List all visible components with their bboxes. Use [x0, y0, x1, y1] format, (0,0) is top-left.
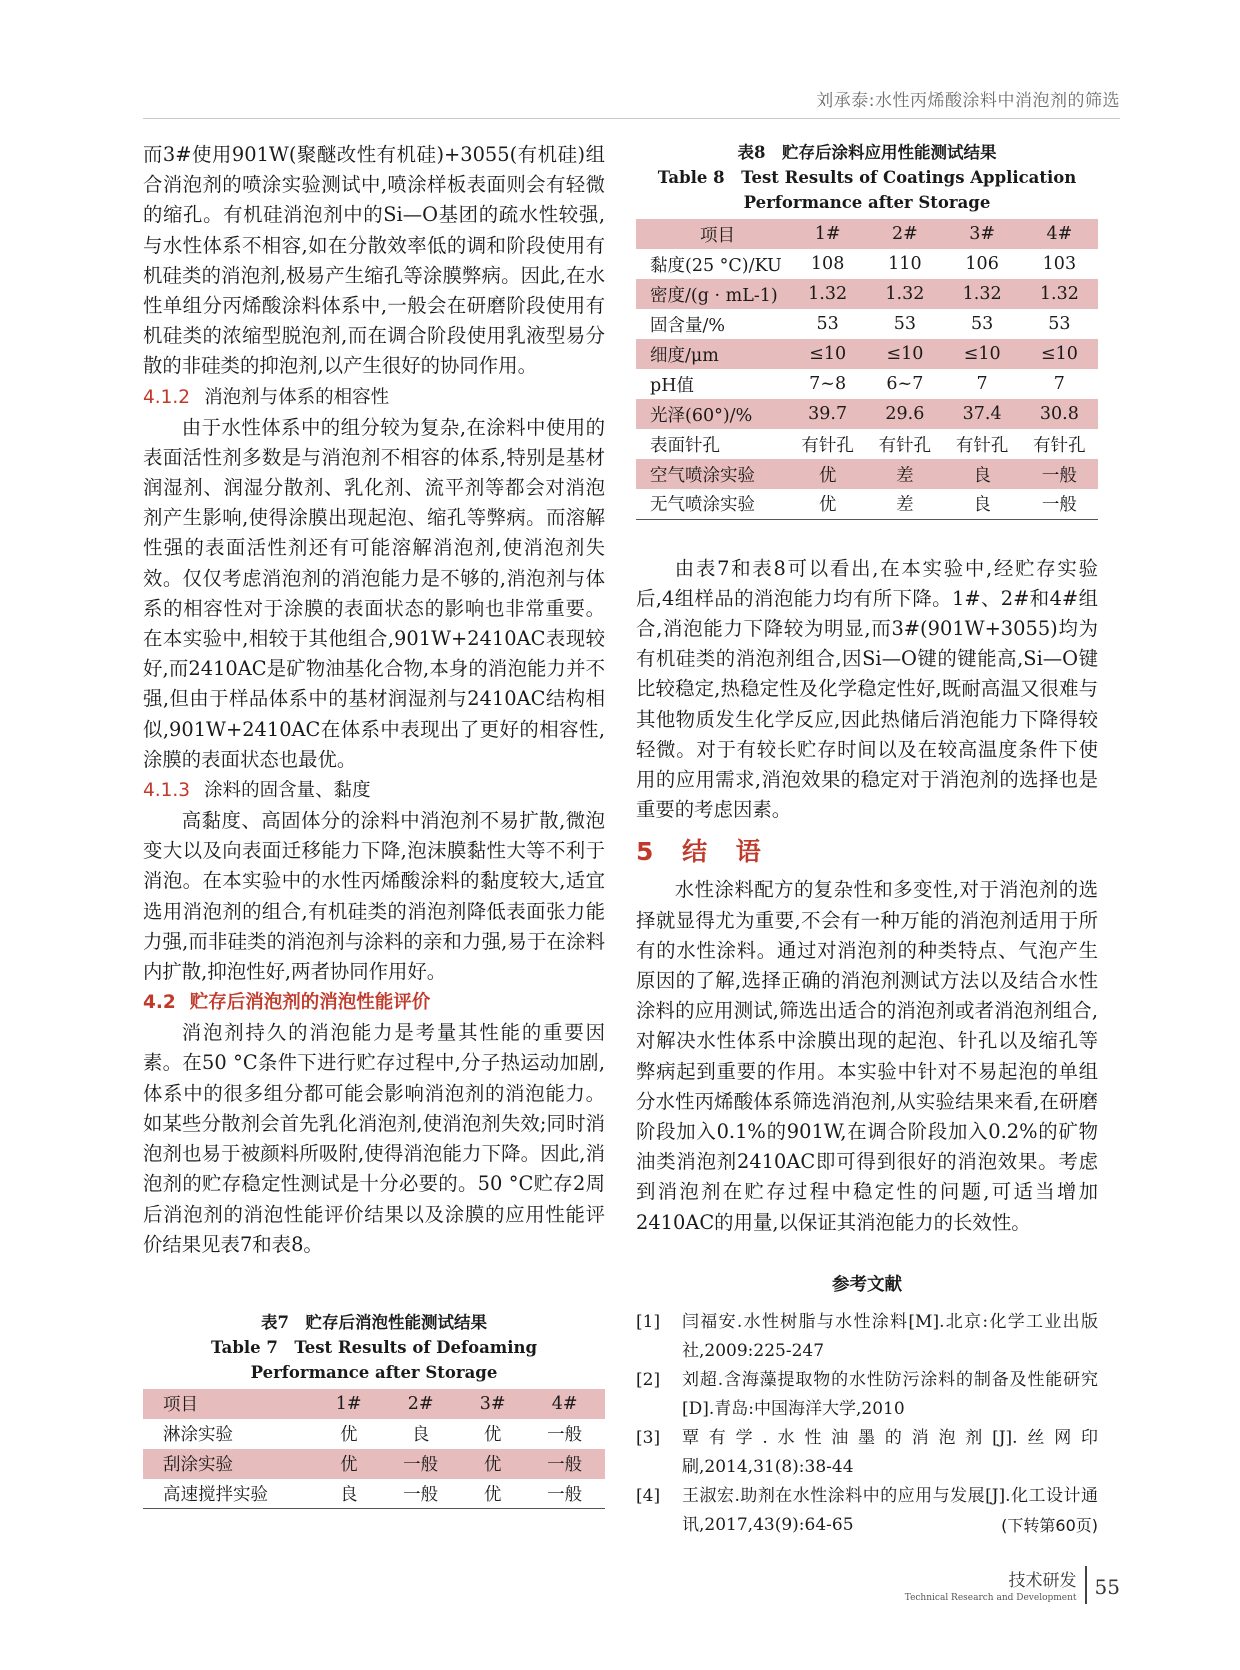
- column-header: 4#: [1046, 224, 1073, 244]
- running-title: 刘承泰:水性丙烯酸涂料中消泡剂的筛选: [816, 91, 1120, 111]
- table-row: 表面针孔 有针孔 有针孔 有针孔 有针孔: [650, 435, 1086, 456]
- table-header-row: [636, 219, 1098, 249]
- column-header: 3#: [479, 1393, 506, 1414]
- footer-divider: [1085, 1566, 1087, 1604]
- table7-caption-cn: 表7 贮存后消泡性能测试结果: [261, 1312, 487, 1332]
- paragraph: 由于水性体系中的组分较为复杂,在涂料中使用的表面活性剂多数是与消泡剂不相容的体系,特别是基材润湿剂、润湿分散剂、乳化剂、流平剂等都会对消泡剂产生影响,使得涂膜出现起泡、缩孔等弊病。而溶解性强的表面活性剂还有可能溶解消泡剂,使消泡剂失效。仅仅考虑消泡剂的消泡能力是不够的,消泡剂与体系的相容性对于涂膜的表面状态的影响也非常重要。在本实验中,相较于其他组合,901W+2410AC表现较好,而2410AC是矿物油基化合物,本身的消泡能力并不强,但由于样品体系中的基材润湿剂与2410AC结构相似,901W+2410AC在体系中表现出了更好的相容性,涂膜的表面状态也最优。: [143, 415, 605, 771]
- table-row: 固含量/% 53 53 53 53: [650, 314, 1071, 336]
- column-header: 项目: [163, 1395, 198, 1416]
- table-row: pH值 7~8 6~7 7 7: [650, 374, 1065, 396]
- right-column: [636, 140, 1098, 1540]
- column-header: 2#: [891, 224, 918, 244]
- header-rule: [143, 118, 1120, 119]
- section-heading-5: 5 结 语: [636, 837, 771, 867]
- references-title: 参考文献: [832, 1274, 902, 1295]
- column-header: 2#: [407, 1393, 434, 1414]
- table-row: 黏度(25 °C)/KU 108 110 106 103: [650, 254, 1077, 276]
- table-header-row: [143, 1389, 605, 1419]
- column-header: 3#: [969, 224, 996, 244]
- table-row: 密度/(g · mL-1) 1.32 1.32 1.32 1.32: [636, 279, 1098, 309]
- reference-item: [4] 王淑宏.助剂在水性涂料中的应用与发展[J].化工设计通讯,2017,43(9):64-65 (下转第60页): [636, 1482, 1098, 1540]
- column-header: 4#: [551, 1393, 578, 1414]
- table8-caption-cn: 表8 贮存后涂料应用性能测试结果: [737, 143, 997, 162]
- paragraph: 消泡剂持久的消泡能力是考量其性能的重要因素。在50 °C条件下进行贮存过程中,分子热运动加剧,体系中的很多组分都可能会影响消泡剂的消泡能力。如某些分散剂会首先乳化消泡剂,使消泡剂失效;同时消泡剂也易于被颜料所吸附,使得消泡能力下降。因此,消泡剂的贮存稳定性测试是十分必要的。50 °C贮存2周后消泡剂的消泡性能评价结果以及涂膜的应用性能评价结果见表7和表8。: [143, 1021, 605, 1256]
- continued-note: (下转第60页): [1001, 1515, 1098, 1535]
- table8-caption-en: Table 8 Test Results of Coatings Application Performance after Storage: [657, 168, 1077, 212]
- column-header: 项目: [700, 225, 735, 246]
- column-header: 1#: [814, 224, 841, 244]
- table7: [143, 1389, 605, 1510]
- page-number: 55: [1094, 1575, 1120, 1599]
- paragraph: 水性涂料配方的复杂性和多变性,对于消泡剂的选择就显得尤为重要,不会有一种万能的消泡剂适用于所有的水性涂料。通过对消泡剂的种类特点、气泡产生原因的了解,选择正确的消泡剂测试方法以及结合水性涂料的应用测试,筛选出适合的消泡剂或者消泡剂组合,对解决水性体系中涂膜出现的起泡、针孔以及缩孔等弊病起到重要的作用。本实验中针对不易起泡的单组分水性丙烯酸体系筛选消泡剂,从实验结果来看,在研磨阶段加入0.1%的901W,在调合阶段加入0.2%的矿物油类消泡剂2410AC即可得到很好的消泡效果。考虑到消泡剂在贮存过程中稳定性的问题,可适当增加2410AC的用量,以保证其消泡能力的长效性。: [636, 878, 1098, 1234]
- paragraph: 由表7和表8可以看出,在本实验中,经贮存实验后,4组样品的消泡能力均有所下降。1#、2#和4#组合,消泡能力下降较为明显,而3#(901W+3055)均为有机硅类的消泡剂组合,因Si—O键的键能高,Si—O键比较稳定,热稳定性及化学稳定性好,既耐高温又很难与其他物质发生化学反应,因此热储后消泡能力下降得较轻微。对于有较长贮存时间以及在较高温度条件下使用的应用需求,消泡效果的稳定对于消泡剂的选择也是重要的考虑因素。: [636, 556, 1098, 822]
- subheading-4-1-2: 4.1.2 消泡剂与体系的相容性: [143, 386, 390, 408]
- table8: [636, 219, 1098, 520]
- table-row: 刮涂实验 优 一般 优 一般: [143, 1449, 605, 1479]
- paragraph: 而3#使用901W(聚醚改性有机硅)+3055(有机硅)组合消泡剂的喷涂实验测试中,喷涂样板表面则会有轻微的缩孔。有机硅消泡剂中的Si—O基团的疏水性较强,与水性体系不相容,如在分散效率低的调和阶段使用有机硅类的消泡剂,极易产生缩孔等涂膜弊病。因此,在水性单组分丙烯酸涂料体系中,一般会在研磨阶段使用有机硅类的浓缩型脱泡剂,而在调合阶段使用乳液型易分散的非硅类的抑泡剂,以产生很好的协同作用。: [143, 143, 605, 378]
- table-row: 空气喷涂实验 优 差 良 一般: [636, 459, 1098, 489]
- table7-caption-en: Table 7 Test Results of Defoaming Performance after Storage: [210, 1337, 538, 1382]
- reference-item: [3] 覃有学.水性油墨的消泡剂[J].丝网印刷,2014,31(8):38-44: [636, 1427, 1098, 1477]
- subheading-4-2: 4.2 贮存后消泡剂的消泡性能评价: [143, 992, 431, 1014]
- table-row: 细度/μm ≤10 ≤10 ≤10 ≤10: [636, 339, 1098, 369]
- reference-item: [2] 刘超.含海藻提取物的水性防污涂料的制备及性能研究[D].青岛:中国海洋大学,2010: [636, 1369, 1098, 1419]
- footer-section-en: Technical Research and Development: [904, 1593, 1077, 1603]
- reference-item: [1] 闫福安.水性树脂与水性涂料[M].北京:化学工业出版社,2009:225-247: [636, 1311, 1098, 1361]
- table-row: 无气喷涂实验 优 差 良 一般: [650, 495, 1077, 516]
- table-row: 淋涂实验 优 良 优 一般: [163, 1425, 583, 1446]
- table-row: 高速搅拌实验 良 一般 优 一般: [163, 1485, 583, 1506]
- left-column: [143, 140, 605, 1509]
- footer-section-cn: 技术研发: [1008, 1571, 1077, 1591]
- page-footer: [905, 1566, 1120, 1604]
- table-row: 光泽(60°)/% 39.7 29.6 37.4 30.8: [636, 399, 1098, 429]
- paragraph: 高黏度、高固体分的涂料中消泡剂不易扩散,微泡变大以及向表面迁移能力下降,泡沫膜黏性大等不利于消泡。在本实验中的水性丙烯酸涂料的黏度较大,适宜选用消泡剂的组合,有机硅类的消泡剂降低表面张力能力强,而非硅类的消泡剂与涂料的亲和力强,易于在涂料内扩散,抑泡性好,两者协同作用好。: [143, 809, 605, 984]
- subheading-4-1-3: 4.1.3 涂料的固含量、黏度: [143, 780, 371, 802]
- column-header: 1#: [335, 1393, 362, 1414]
